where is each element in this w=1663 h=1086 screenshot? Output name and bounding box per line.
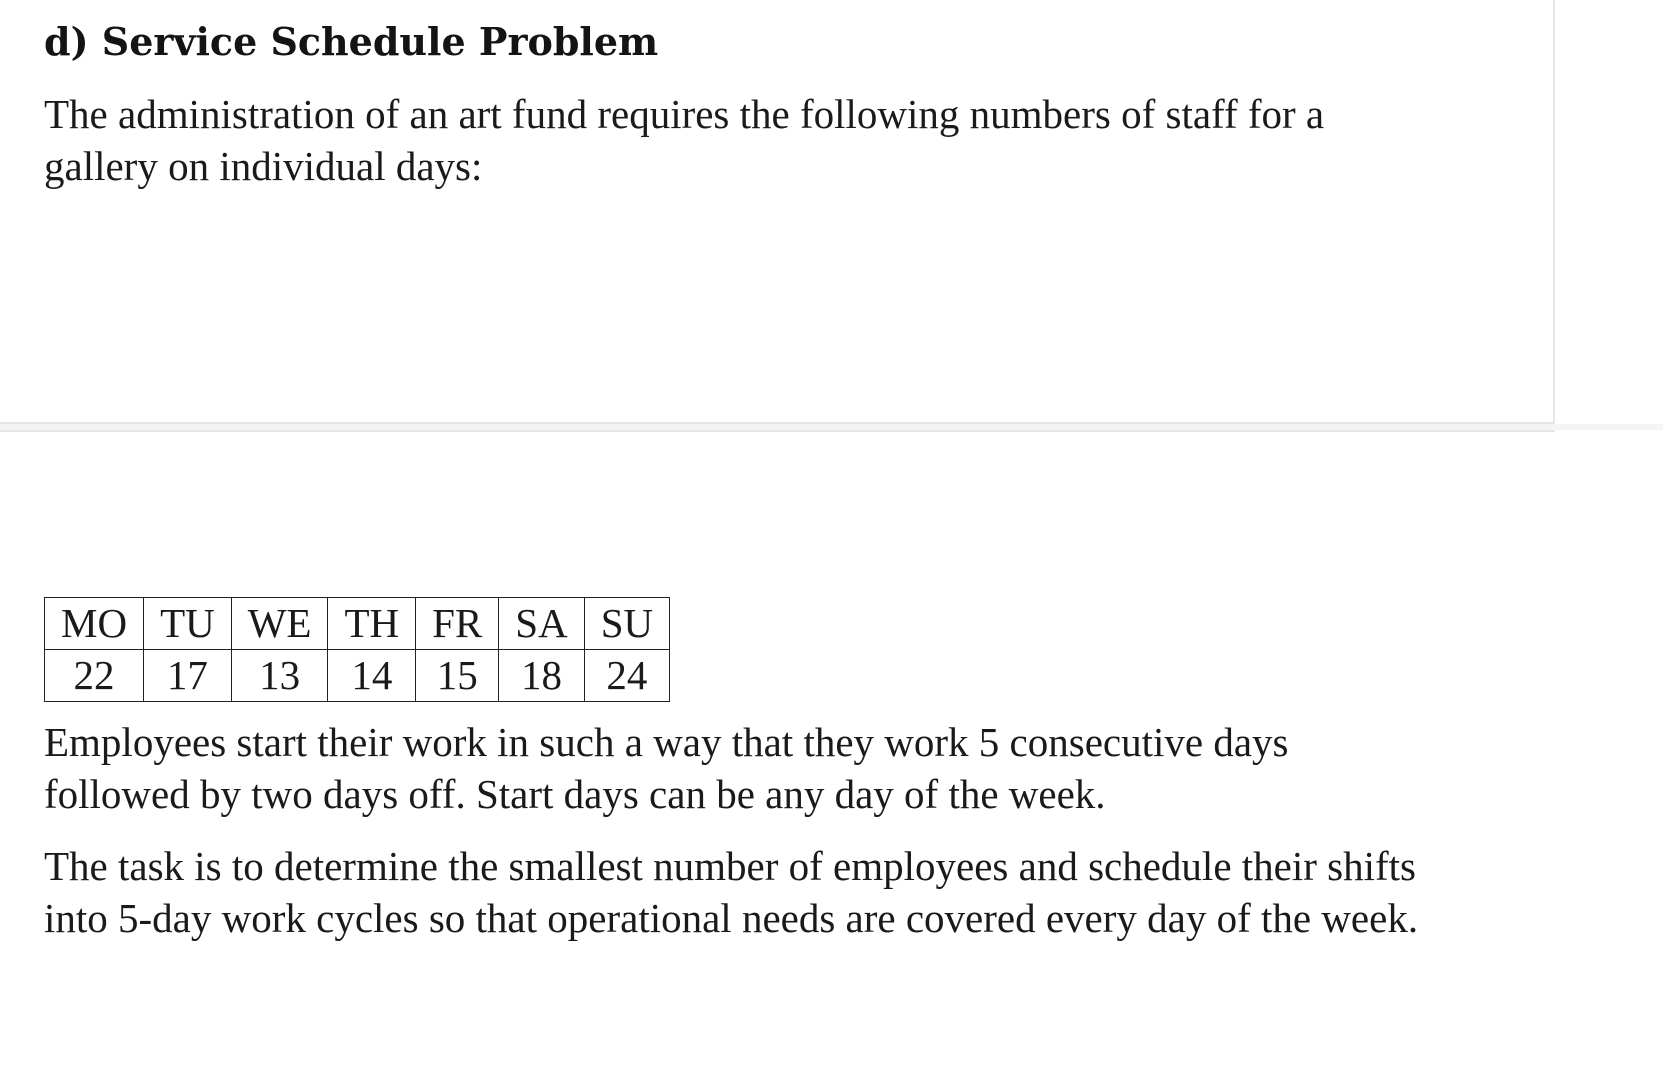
staff-count-cell: 22 [45, 650, 144, 702]
task-paragraph: The task is to determine the smallest number of employees and schedule their shifts into 5-day work cycles so that operational needs are covered every day of the week. [44, 843, 1419, 941]
day-header-cell: SA [499, 598, 584, 650]
table-row-staff [45, 650, 670, 702]
day-header-cell: SU [584, 598, 669, 650]
staff-requirements-table [44, 597, 670, 702]
staff-count-cell: 18 [499, 650, 584, 702]
staff-count-cell: 17 [144, 650, 232, 702]
day-header-cell: WE [231, 598, 328, 650]
staff-count-cell: 15 [416, 650, 499, 702]
day-header-cell: MO [45, 598, 144, 650]
top-page-panel [0, 0, 1555, 424]
day-header-cell: FR [416, 598, 499, 650]
staff-count-cell: 13 [231, 650, 328, 702]
intro-paragraph: The administration of an art fund requires the following numbers of staff for a gallery on individual days: [44, 91, 1325, 189]
staff-count-cell: 14 [328, 650, 416, 702]
day-header-cell: TU [144, 598, 232, 650]
shift-rule-paragraph: Employees start their work in such a way that they work 5 consecutive days followed by two days off. Start days can be any day of the week. [44, 719, 1289, 817]
section-heading: d) Service Schedule Problem [44, 19, 659, 64]
table-row-days [45, 598, 670, 650]
day-header-cell: TH [328, 598, 416, 650]
staff-count-cell: 24 [584, 650, 669, 702]
